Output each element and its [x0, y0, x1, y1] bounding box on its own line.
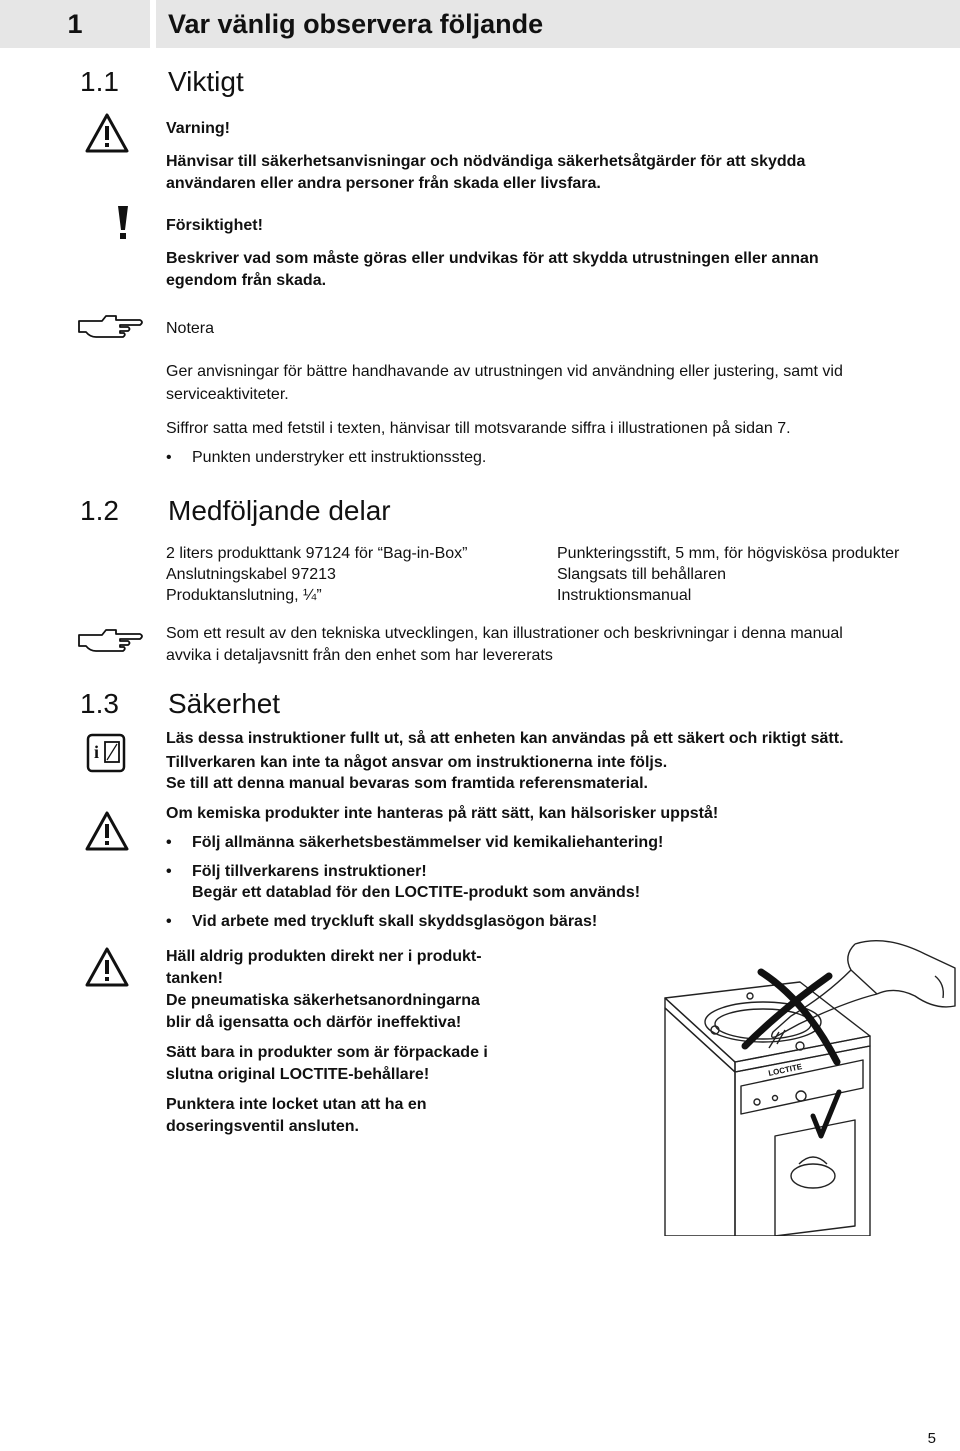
product-tank-illustration — [555, 936, 960, 1236]
chapter-title: Var vänlig observera följande — [168, 9, 544, 39]
read-instructions-line-3: Se till att denna manual bevaras som framtida referensmaterial. — [166, 775, 648, 792]
read-instructions-line-2: Tillverkaren kan inte ta något ansvar om instruktionerna inte följs. — [166, 754, 668, 771]
container-warning-line-2: slutna original LOCTITE-behållare! — [166, 1066, 430, 1083]
bullet-dot: • — [166, 834, 172, 851]
warning-label: Varning! — [166, 120, 231, 137]
illustration-brand-label: LOCTITE — [767, 1062, 803, 1078]
safety-bullet-1: Följ allmänna säkerhetsbestämmelser vid kemikaliehantering! — [192, 834, 664, 851]
warning-triangle-icon — [84, 810, 130, 852]
pointing-hand-icon — [76, 312, 146, 338]
exclamation-icon — [116, 206, 130, 240]
note-text-line-1: Ger anvisningar för bättre handhavande av utrustningen vid användning eller justering, samt vid — [166, 363, 843, 380]
included-part: 2 liters produkttank 97124 för “Bag-in-Box” — [166, 545, 468, 562]
safety-bullet-2-line-2: Begär ett datablad för den LOCTITE-produkt som används! — [192, 884, 641, 901]
bullet-dot: • — [166, 863, 172, 880]
section-1-1-title: Viktigt — [168, 66, 244, 97]
section-1-2-number: 1.2 — [80, 495, 119, 526]
note-text-line-2: serviceaktiviteter. — [166, 386, 289, 403]
puncture-warning-line-2: doseringsventil ansluten. — [166, 1118, 359, 1135]
warning-triangle-icon — [84, 112, 130, 154]
chapter-number: 1 — [67, 9, 83, 39]
caution-text-line-2: egendom från skada. — [166, 272, 327, 289]
section-1-1-number: 1.1 — [80, 66, 119, 97]
caution-text-line-1: Beskriver vad som måste göras eller undvikas för att skydda utrustningen eller annan — [166, 250, 819, 267]
bullet-text: Punkten understryker ett instruktionssteg. — [192, 449, 487, 466]
info-manual-icon — [86, 733, 126, 773]
figures-text: Siffror satta med fetstil i texten, hänvisar till motsvarande siffra i illustrationen på sidan 7. — [166, 420, 791, 437]
note-label: Notera — [166, 320, 215, 337]
included-part: Instruktionsmanual — [557, 587, 692, 604]
page-number: 5 — [927, 1430, 936, 1447]
included-part: Slangsats till behållaren — [557, 566, 726, 583]
section-1-2-note-line-1: Som ett result av den tekniska utvecklingen, kan illustrationer och beskrivningar i denna manual — [166, 625, 843, 642]
pour-warning-line-1: Häll aldrig produkten direkt ner i produkt- — [166, 948, 482, 965]
safety-bullet-2-line-1: Följ tillverkarens instruktioner! — [192, 863, 427, 880]
pour-warning-line-4: blir då igensatta och därför ineffektiva! — [166, 1014, 462, 1031]
bullet-dot: • — [166, 913, 172, 930]
pour-warning-line-3: De pneumatiska säkerhetsanordningarna — [166, 992, 480, 1009]
warning-triangle-icon — [84, 946, 130, 988]
caution-label: Försiktighet! — [166, 217, 263, 234]
pour-warning-line-2: tanken! — [166, 970, 223, 987]
section-1-3-number: 1.3 — [80, 688, 119, 719]
section-1-3-title: Säkerhet — [168, 688, 281, 719]
warning-text-line-2: användaren eller andra personer från skada eller livsfara. — [166, 175, 601, 192]
section-1-2-note-line-2: avvika i detaljavsnitt från den enhet som har levererats — [166, 647, 553, 664]
svg-text:i: i — [94, 742, 100, 762]
warning-text-line-1: Hänvisar till säkerhetsanvisningar och nödvändiga säkerhetsåtgärder för att skydda — [166, 153, 806, 170]
chemical-heading: Om kemiska produkter inte hanteras på rätt sätt, kan hälsorisker uppstå! — [166, 805, 719, 822]
bullet-dot: • — [166, 449, 172, 466]
section-1-2-title: Medföljande delar — [168, 495, 391, 526]
included-part: Anslutningskabel 97213 — [166, 566, 336, 583]
safety-bullet-3: Vid arbete med tryckluft skall skyddsglasögon bäras! — [192, 913, 598, 930]
included-part: Produktanslutning, ¼” — [166, 587, 322, 604]
pointing-hand-icon — [76, 626, 146, 652]
container-warning-line-1: Sätt bara in produkter som är förpackade i — [166, 1044, 488, 1061]
read-instructions-line-1: Läs dessa instruktioner fullt ut, så att enheten kan användas på ett säkert och riktigt sätt. — [166, 730, 844, 747]
included-part: Punkteringsstift, 5 mm, för högviskösa produkter — [557, 545, 900, 562]
puncture-warning-line-1: Punktera inte locket utan att ha en — [166, 1096, 427, 1113]
